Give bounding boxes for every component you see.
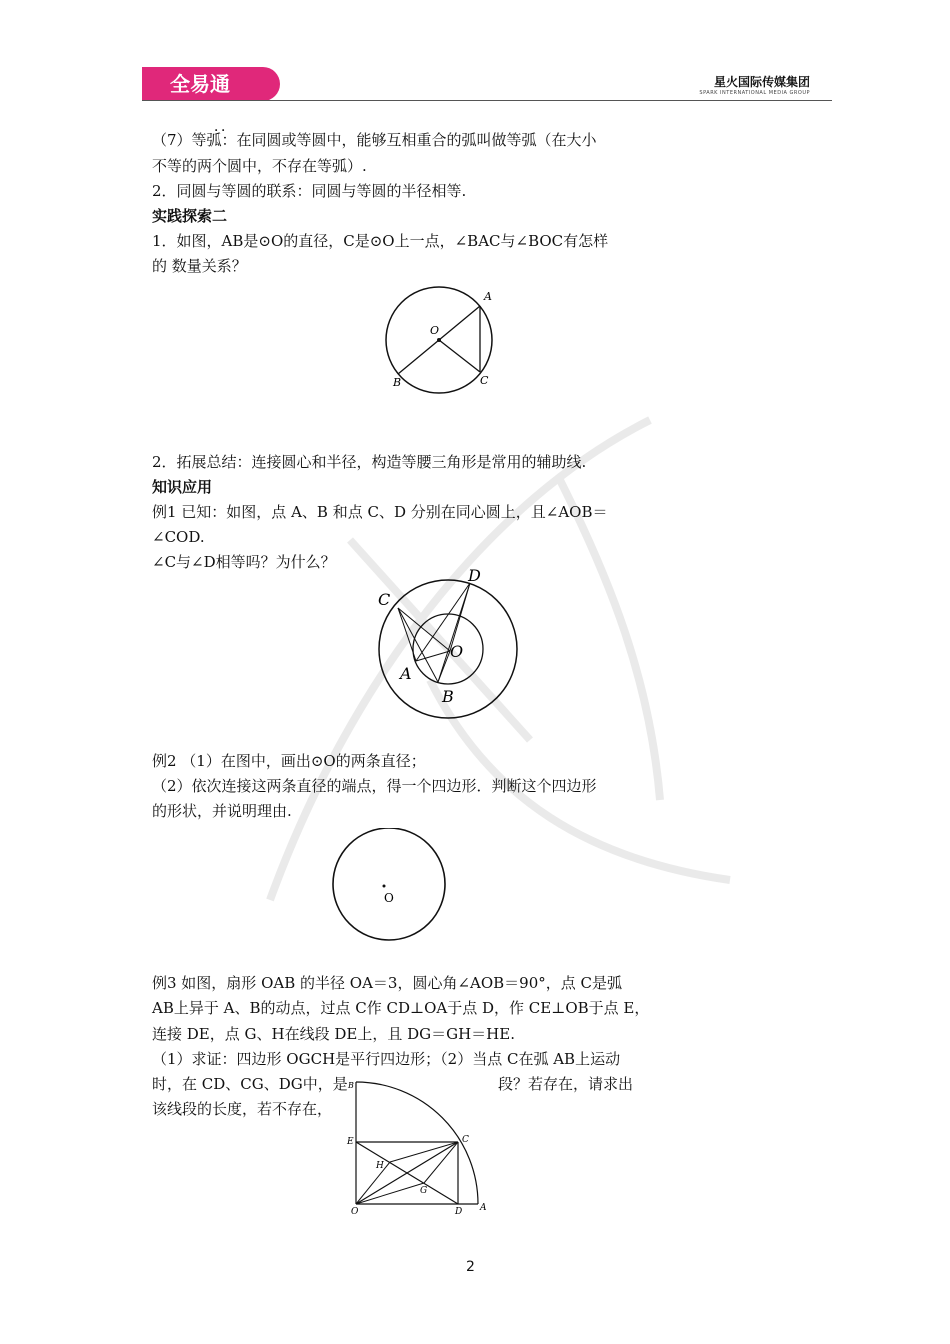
text-line: 的 数量关系？ bbox=[152, 257, 247, 275]
page-number: 2 bbox=[466, 1259, 475, 1275]
text-line: 段？若存在，请求出 bbox=[498, 1075, 634, 1093]
text-line: 例2 （1）在图中，画出⊙O的两条直径； bbox=[152, 752, 426, 770]
label-O: O bbox=[450, 642, 464, 661]
label-A: A bbox=[484, 290, 492, 303]
brand-name-cn: 星火国际传媒集团 bbox=[713, 75, 810, 89]
label-B: B bbox=[442, 687, 454, 706]
header-divider bbox=[142, 100, 832, 101]
dots-mark: ．． bbox=[214, 119, 235, 135]
text-line: 例1 已知：如图，点 A、B 和点 C、D 分别在同心圆上，且∠AOB＝ bbox=[152, 503, 608, 521]
figure-concentric-circles bbox=[370, 565, 530, 725]
label-O: O bbox=[351, 1207, 359, 1216]
section-heading: 实践探索二 bbox=[152, 207, 228, 225]
figure-sector bbox=[340, 1076, 500, 1216]
label-O: O bbox=[430, 324, 440, 337]
figure-circle-empty bbox=[328, 828, 450, 946]
text-line: ∠COD. bbox=[152, 528, 205, 546]
label-G: G bbox=[420, 1186, 428, 1196]
label-C: C bbox=[462, 1135, 469, 1145]
text-line: ∠C与∠D相等吗？为什么？ bbox=[152, 553, 336, 571]
label-O: O bbox=[384, 891, 394, 905]
text-line: （2）依次连接这两条直径的端点，得一个四边形．判断这个四边形 bbox=[152, 777, 597, 795]
text-line: 不等的两个圆中，不存在等弧）. bbox=[152, 157, 367, 175]
text-line: 连接 DE，点 G、H在线段 DE上，且 DG＝GH＝HE. bbox=[152, 1025, 515, 1043]
figure-circle-diameter bbox=[380, 278, 510, 398]
label-D: D bbox=[468, 566, 481, 585]
text-line: 2．拓展总结：连接圆心和半径，构造等腰三角形是常用的辅助线. bbox=[152, 453, 587, 471]
label-C: C bbox=[480, 374, 489, 387]
label-B: B bbox=[393, 376, 402, 389]
section-heading: 知识应用 bbox=[152, 478, 213, 496]
text-line: 例3 如图，扇形 OAB 的半径 OA＝3，圆心角∠AOB＝90°，点 C是弧 bbox=[152, 974, 622, 992]
text-line: 2．同圆与等圆的联系：同圆与等圆的半径相等. bbox=[152, 182, 467, 200]
text-line: （7）等弧：在同圆或等圆中，能够互相重合的弧叫做等弧（在大小 bbox=[152, 131, 597, 149]
text-line: 的形状，并说明理由. bbox=[152, 802, 292, 820]
label-A: A bbox=[480, 1203, 487, 1213]
brand-name-en: SPARK INTERNATIONAL MEDIA GROUP bbox=[699, 90, 810, 96]
label-C: C bbox=[378, 590, 391, 609]
brand-block bbox=[699, 73, 810, 96]
text-line: （1）求证：四边形 OGCH是平行四边形；（2）当点 C在弧 AB上运动 bbox=[152, 1050, 621, 1068]
text-line: AB上异于 A、B的动点，过点 C作 CD⊥OA于点 D，作 CE⊥OB于点 E， bbox=[152, 999, 650, 1017]
label-B: B bbox=[348, 1081, 354, 1090]
label-E: E bbox=[347, 1137, 354, 1147]
label-A: A bbox=[400, 664, 412, 683]
label-H: H bbox=[376, 1161, 384, 1171]
text-line: 该线段的长度，若不存在， bbox=[152, 1100, 333, 1118]
text-line: 1．如图，AB是⊙O的直径，C是⊙O上一点，∠BAC与∠BOC有怎样 bbox=[152, 232, 609, 250]
text-line: 时，在 CD、CG、DG中，是 bbox=[152, 1075, 348, 1093]
label-D: D bbox=[455, 1207, 463, 1216]
brand-logo: 全易通 bbox=[142, 67, 280, 101]
